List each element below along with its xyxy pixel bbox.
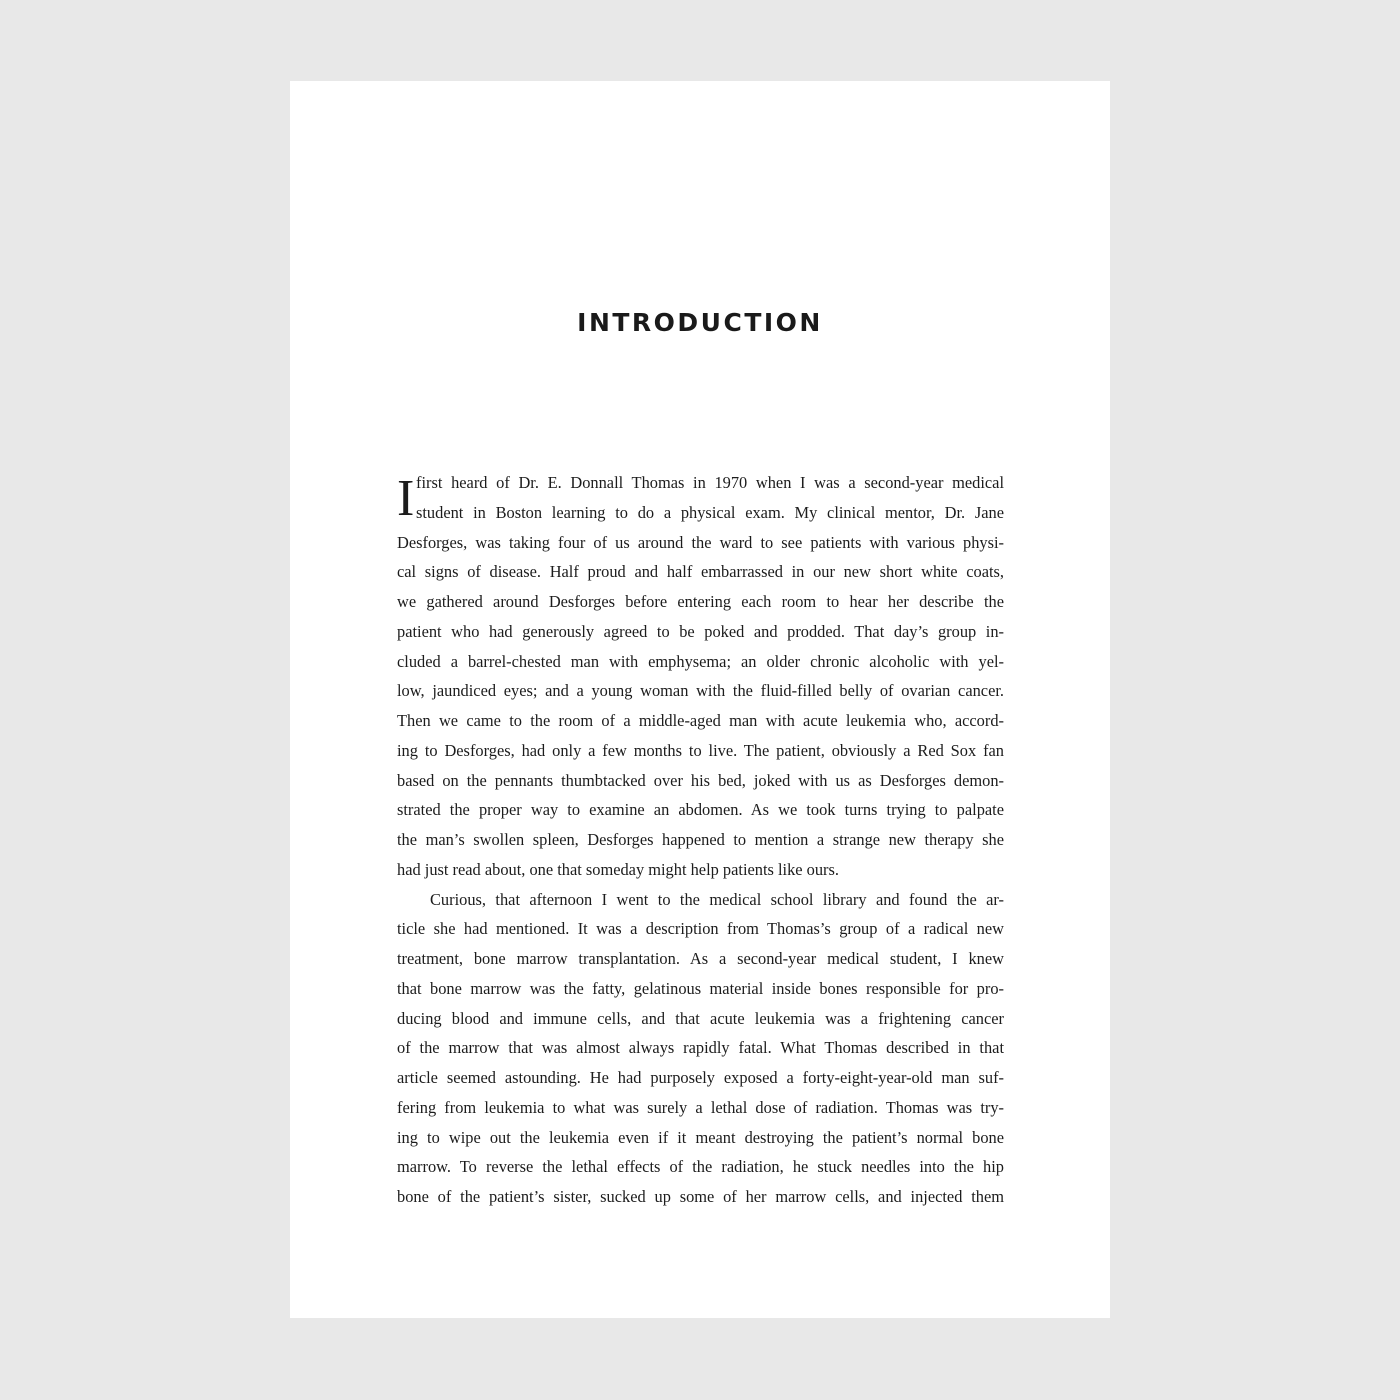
text-line: that bone marrow was the fatty, gelatinous material inside bones responsible for pro- (397, 978, 1004, 998)
text-line: based on the pennants thumbtacked over his bed, joked with us as Desforges demon- (397, 770, 1004, 790)
text-line: marrow. To reverse the lethal effects of the radiation, he stuck needles into the hip (397, 1157, 1004, 1177)
text-line: ducing blood and immune cells, and that acute leukemia was a frightening cancer (397, 1008, 1004, 1028)
text-line: cal signs of disease. Half proud and half embarrassed in our new short white coats, (397, 562, 1004, 582)
text-line: ing to Desforges, had only a few months to live. The patient, obviously a Red Sox fan (397, 740, 1004, 760)
text-line: the man’s swollen spleen, Desforges happened to mention a strange new therapy she (397, 830, 1004, 849)
body-text (397, 468, 1004, 1212)
text-line: Then we came to the room of a middle-aged man with acute leukemia who, accord- (397, 711, 1004, 730)
text-line: ticle she had mentioned. It was a description from Thomas’s group of a radical new (397, 919, 1004, 939)
text-line: had just read about, one that someday might help patients like ours. (397, 859, 839, 879)
text-line: strated the proper way to examine an abdomen. As we took turns trying to palpate (397, 800, 1004, 820)
text-line: first heard of Dr. E. Donnall Thomas in 1970 when I was a second-year medical (416, 473, 1004, 492)
text-line: Desforges, was taking four of us around the ward to see patients with various physi- (397, 532, 1004, 552)
chapter-title: INTRODUCTION (577, 308, 823, 337)
text-line: article seemed astounding. He had purposely exposed a forty-eight-year-old man suf- (397, 1068, 1004, 1087)
text-line: low, jaundiced eyes; and a young woman with the fluid-filled belly of ovarian cancer. (397, 681, 1004, 701)
text-line: bone of the patient’s sister, sucked up some of her marrow cells, and injected them (397, 1187, 1004, 1206)
text-line: fering from leukemia to what was surely a lethal dose of radiation. Thomas was try- (397, 1097, 1004, 1117)
text-line: patient who had generously agreed to be poked and prodded. That day’s group in- (397, 621, 1004, 641)
text-line: ing to wipe out the leukemia even if it meant destroying the patient’s normal bone (397, 1127, 1004, 1147)
text-line: treatment, bone marrow transplantation. As a second-year medical student, I knew (397, 949, 1004, 968)
text-line: student in Boston learning to do a physical exam. My clinical mentor, Dr. Jane (416, 502, 1004, 522)
paragraph-1 (397, 468, 1004, 885)
text-line: Curious, that afternoon I went to the medical school library and found the ar- (430, 889, 1004, 909)
paragraph-2 (397, 885, 1004, 1212)
drop-cap: I (397, 470, 415, 527)
text-line: we gathered around Desforges before entering each room to hear her describe the (397, 592, 1004, 611)
text-line: cluded a barrel-chested man with emphysema; an older chronic alcoholic with yel- (397, 651, 1004, 671)
text-line: of the marrow that was almost always rapidly fatal. What Thomas described in that (397, 1038, 1004, 1058)
